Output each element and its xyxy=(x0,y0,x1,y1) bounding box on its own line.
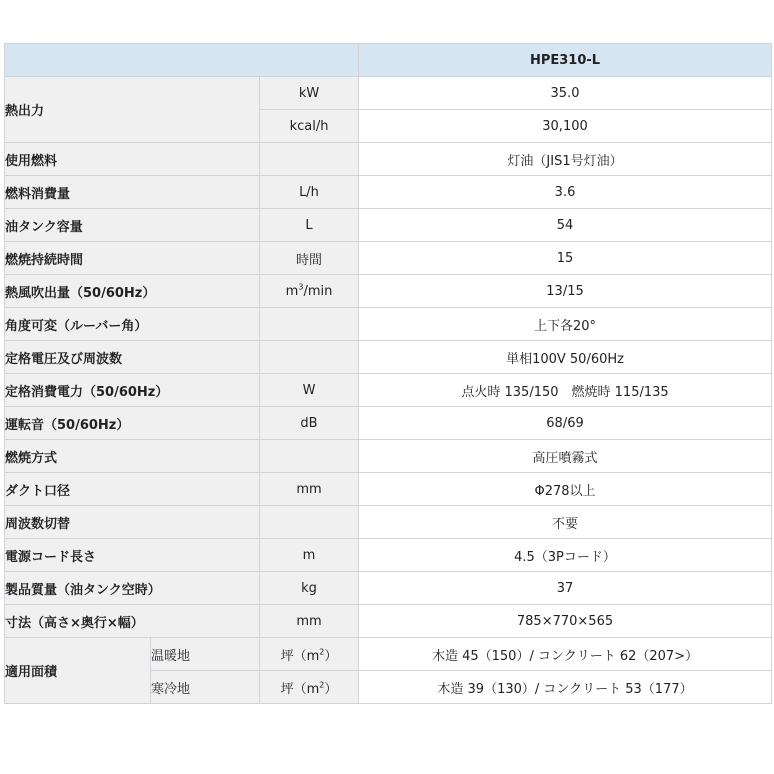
unit-superscript: 3 xyxy=(298,282,304,292)
unit-base: 坪（m xyxy=(280,648,320,664)
spec-unit: kcal/h xyxy=(260,110,359,143)
spec-label: 燃焼方式 xyxy=(5,440,260,473)
spec-label: 熱風吹出量（50/60Hz） xyxy=(5,275,260,308)
unit-tail: ） xyxy=(324,681,338,697)
area-sub-label: 温暖地 xyxy=(151,638,260,671)
spec-unit xyxy=(260,671,359,704)
spec-label: 電源コード長さ xyxy=(5,539,260,572)
spec-unit: m xyxy=(260,539,359,572)
spec-value: 点火時 135/150 燃焼時 115/135 xyxy=(359,374,772,407)
spec-value: Φ278以上 xyxy=(359,473,772,506)
spec-unit xyxy=(260,440,359,473)
spec-label: 燃料消費量 xyxy=(5,176,260,209)
table-row xyxy=(5,473,772,506)
table-row xyxy=(5,176,772,209)
spec-value: 4.5（3Pコード） xyxy=(359,539,772,572)
spec-label: 油タンク容量 xyxy=(5,209,260,242)
spec-unit: L xyxy=(260,209,359,242)
spec-label: 角度可変（ルーバー角） xyxy=(5,308,260,341)
unit-base: 坪（m xyxy=(280,681,320,697)
spec-label: 熱出力 xyxy=(5,77,260,143)
spec-label: ダクト口径 xyxy=(5,473,260,506)
spec-label: 製品質量（油タンク空時） xyxy=(5,572,260,605)
spec-unit: kW xyxy=(260,77,359,110)
unit-base: m xyxy=(285,283,299,299)
table-row xyxy=(5,275,772,308)
unit-superscript: 2 xyxy=(319,680,325,690)
spec-value: 木造 45（150）/ コンクリート 62（207>） xyxy=(359,638,772,671)
table-row xyxy=(5,440,772,473)
spec-unit: dB xyxy=(260,407,359,440)
table-row xyxy=(5,605,772,638)
table-row xyxy=(5,572,772,605)
spec-table xyxy=(4,43,772,704)
spec-value: 高圧噴霧式 xyxy=(359,440,772,473)
area-sub-label: 寒冷地 xyxy=(151,671,260,704)
spec-value: 785×770×565 xyxy=(359,605,772,638)
spec-unit xyxy=(260,506,359,539)
spec-value: 3.6 xyxy=(359,176,772,209)
spec-unit: mm xyxy=(260,473,359,506)
spec-value: 35.0 xyxy=(359,77,772,110)
table-row xyxy=(5,506,772,539)
spec-label: 定格電圧及び周波数 xyxy=(5,341,260,374)
spec-value: 単相100V 50/60Hz xyxy=(359,341,772,374)
spec-unit xyxy=(260,341,359,374)
spec-value: 灯油（JIS1号灯油） xyxy=(359,143,772,176)
unit-superscript: 2 xyxy=(319,647,325,657)
spec-label: 運転音（50/60Hz） xyxy=(5,407,260,440)
spec-value: 不要 xyxy=(359,506,772,539)
spec-label: 燃焼持続時間 xyxy=(5,242,260,275)
table-row xyxy=(5,143,772,176)
table-row xyxy=(5,407,772,440)
spec-unit xyxy=(260,308,359,341)
model-name: HPE310-L xyxy=(359,44,772,77)
spec-unit xyxy=(260,275,359,308)
spec-value: 13/15 xyxy=(359,275,772,308)
spec-unit: kg xyxy=(260,572,359,605)
table-row xyxy=(5,77,772,110)
spec-unit xyxy=(260,143,359,176)
table-row xyxy=(5,242,772,275)
spec-label: 定格消費電力（50/60Hz） xyxy=(5,374,260,407)
spec-value: 木造 39（130）/ コンクリート 53（177） xyxy=(359,671,772,704)
unit-tail: /min xyxy=(303,283,333,299)
area-label: 適用面積 xyxy=(5,638,151,704)
spec-unit: mm xyxy=(260,605,359,638)
spec-value: 上下各20° xyxy=(359,308,772,341)
spec-value: 54 xyxy=(359,209,772,242)
spec-unit: L/h xyxy=(260,176,359,209)
table-row xyxy=(5,374,772,407)
spec-value: 37 xyxy=(359,572,772,605)
table-row xyxy=(5,209,772,242)
spec-label: 周波数切替 xyxy=(5,506,260,539)
spec-value: 68/69 xyxy=(359,407,772,440)
table-row xyxy=(5,539,772,572)
spec-label: 使用燃料 xyxy=(5,143,260,176)
spec-value: 15 xyxy=(359,242,772,275)
table-row xyxy=(5,308,772,341)
unit-tail: ） xyxy=(324,648,338,664)
table-row xyxy=(5,638,772,671)
spec-unit: W xyxy=(260,374,359,407)
spec-unit: 時間 xyxy=(260,242,359,275)
spec-unit xyxy=(260,638,359,671)
spec-value: 30,100 xyxy=(359,110,772,143)
table-row xyxy=(5,341,772,374)
header-row xyxy=(5,44,772,77)
spec-label: 寸法（高さ×奥行×幅） xyxy=(5,605,260,638)
header-blank-cell xyxy=(5,44,359,77)
